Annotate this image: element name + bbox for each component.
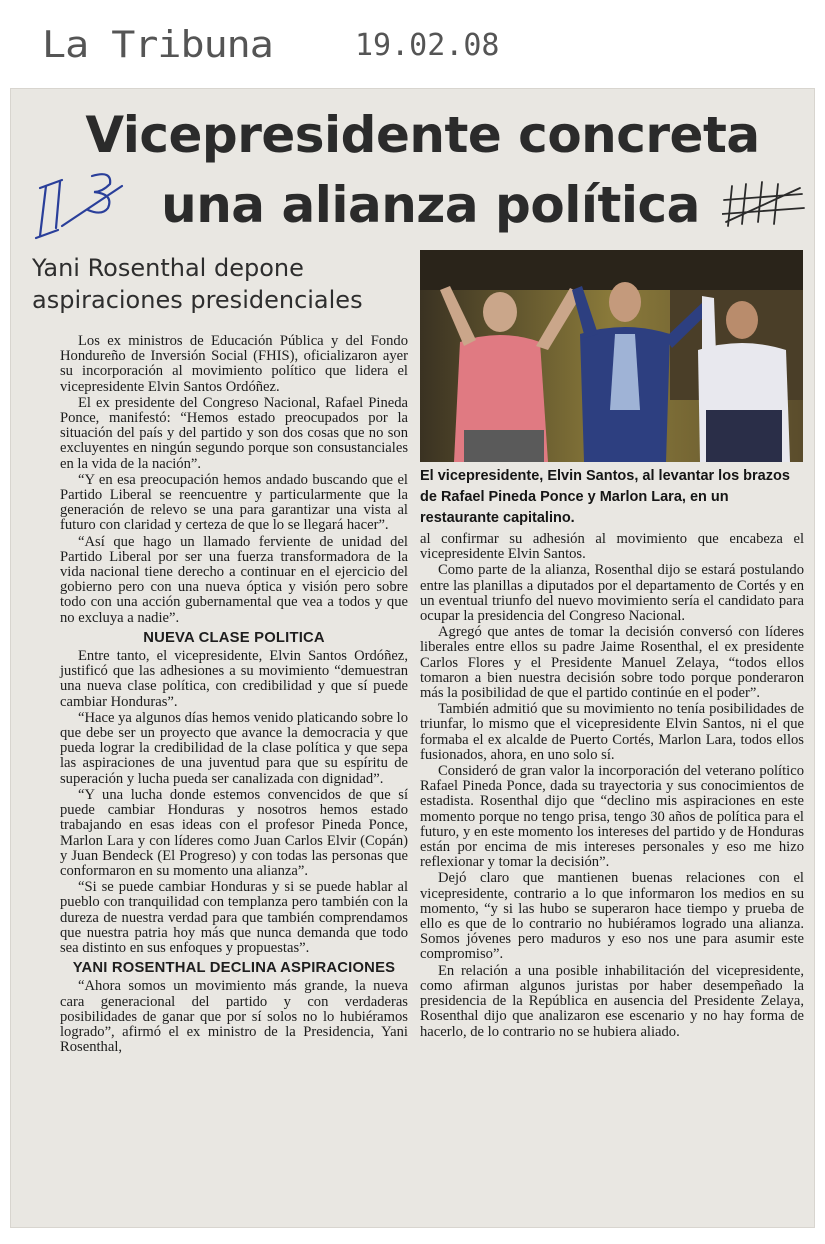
section-title-nueva-clase: NUEVA CLASE POLITICA <box>143 629 325 646</box>
newspaper-name: La Tribuna <box>42 23 273 67</box>
paragraph: Dejó claro que mantienen buenas relaciones con el vicepresidente, contrario a lo que informaron los medios en su momento, “y si las hubo se superaron hace tiempo y prueba de ello es que de lo contrario no hubiéramos logrado una alianza. Somos jóvenes pero maduros y eso nos une para asumir este compromiso”. <box>420 870 804 963</box>
photo-caption: El vicepresidente, Elvin Santos, al levantar los brazos de Rafael Pineda Ponce y Marlon Lara, en un restaurante capitalino. <box>420 468 790 526</box>
article-column-right <box>420 532 804 1041</box>
photo-three-men-raising-arms-icon <box>420 250 803 462</box>
paragraph: También admitió que su movimiento no tenía posibilidades de triunfar, lo mismo que el vicepresidente Elvin Santos, ni el que formaba el ex alcalde de Puerto Cortés, Marlon Lara, todos ellos fusionados, ahora, en uno solo sí. <box>420 701 804 763</box>
paragraph: “Así que hago un llamado ferviente de unidad del Partido Liberal por ser una fuerza transformadora de la vida nacional tiene derecho a continuar en el ejercicio del gobierno pero con una nueva óptica y visión pero sobre todo con una acción gubernamental que vea a todos y que no excluya a nadie”. <box>60 533 408 626</box>
section-title-rosenthal-declina: YANI ROSENTHAL DECLINA ASPIRACIONES <box>72 960 396 977</box>
paragraph: “Ahora somos un movimiento más grande, la nueva cara generacional del partido y con verdaderas posibilidades de ganar que por sí solos no lo hubiéramos logrado”, afirmó el ex ministro de la Presidencia, Yani Rosenthal, <box>60 978 408 1056</box>
paragraph: “Hace ya algunos días hemos venido platicando sobre lo que debe ser un proyecto que avance la democracia y que pueda lograr la credibilidad de la clase política y que sepa las aspiraciones de una juventud para que su espíritu de superación y lucha pueda ser canalizada con dignidad”. <box>60 709 408 787</box>
paragraph: Los ex ministros de Educación Pública y del Fondo Hondureño de Inversión Social (FHIS), oficializaron ayer su incorporación al movimiento político que lidera el vicepresidente Elvin Santos Ordóñez. <box>60 333 408 395</box>
headline-line-1: Vicepresidente concreta <box>85 106 760 164</box>
news-photo <box>420 250 803 462</box>
paragraph: El ex presidente del Congreso Nacional, Rafael Pineda Ponce, manifestó: “Hemos estado preocupados por la situación del país y del partido y son dos cosas que no son excluyentes en ningún segundo porque son consustanciales en la vida de la nación”. <box>60 394 408 472</box>
paragraph: En relación a una posible inhabilitación del vicepresidente, como afirman algunos juristas por haber desempeñado la presidencia de la República en ausencia del Presidente Zelaya, Rosenthal dijo que analizaron ese escenario y no hay forma de hacerlo, de lo contrario no se hubiera aliado. <box>420 962 804 1040</box>
paragraph: Como parte de la alianza, Rosenthal dijo se estará postulando entre las planillas a diputados por el departamento de Cortés y en un eventual triunfo del nuevo movimiento sería el candidato para ocupar la presidencia del Congreso Nacional. <box>420 562 804 625</box>
article-column-left <box>60 334 408 1056</box>
clipping-date: 19.02.08 <box>355 28 500 63</box>
paragraph: “Y en esa preocupación hemos andado buscando que el Partido Liberal se reencuentre y particularmente que la generación de relevo se una para garantizar una vista al futuro con claridad y certeza de que lo se llegará hacer”. <box>60 471 408 534</box>
paragraph: Entre tanto, el vicepresidente, Elvin Santos Ordóñez, justificó que las adhesiones a su movimiento “demuestran una nueva clase política, con credibilidad y que sí puede cambiar Honduras”. <box>60 648 408 710</box>
paragraph: “Y una lucha donde estemos convencidos de que sí puede cambiar Honduras y nosotros hemos estado trabajando en esas ideas con el profesor Pineda Ponce, Marlon Lara y con líderes como Juan Carlos Elvir (Copán) y Juan Bendeck (El Progreso) y con todas las personas que conformaron en su momento una alianza”. <box>60 786 408 879</box>
subheadline-line-2: aspiraciones presidenciales <box>32 286 363 314</box>
subheadline <box>32 252 412 316</box>
handwritten-mark-right-icon <box>722 178 807 233</box>
paragraph: Consideró de gran valor la incorporación del veterano político Rafael Pineda Ponce, dada su trayectoria y sus conocimientos de estadista. Rosenthal dijo que “declino mis aspiraciones en este momento porque no tengo prisa, tengo 30 años de política para el futuro, y en este momento los intereses del partido y de Honduras están por encima de mis intereses personales y eso me hizo reflexionar y tomar la decisión”. <box>420 763 804 871</box>
handwritten-mark-left-icon <box>32 166 132 246</box>
headline-line-2: una alianza política <box>161 176 700 234</box>
paragraph: al confirmar su adhesión al movimiento que encabeza el vicepresidente Elvin Santos. <box>420 531 804 563</box>
paragraph: Agregó que antes de tomar la decisión conversó con líderes liberales entre ellos su padre Jaime Rosenthal, el ex presidente Carlos Flores y el Presidente Manuel Zelaya, “todos ellos tomaron a bien nuestra decisión sobre todo porque ponderaron más la posibilidad de que el partido continúe en el poder”. <box>420 624 804 702</box>
subheadline-line-1: Yani Rosenthal depone <box>32 254 304 282</box>
paragraph: “Si se puede cambiar Honduras y si se puede hablar al pueblo con tranquilidad con templanza pero también con la dureza de nuestra verdad para que también comprendamos que nuestra patria hoy más que nunca demanda que todo sea distinto en sus enfoques y propuestas”. <box>60 879 408 956</box>
newspaper-clipping <box>10 88 815 1228</box>
